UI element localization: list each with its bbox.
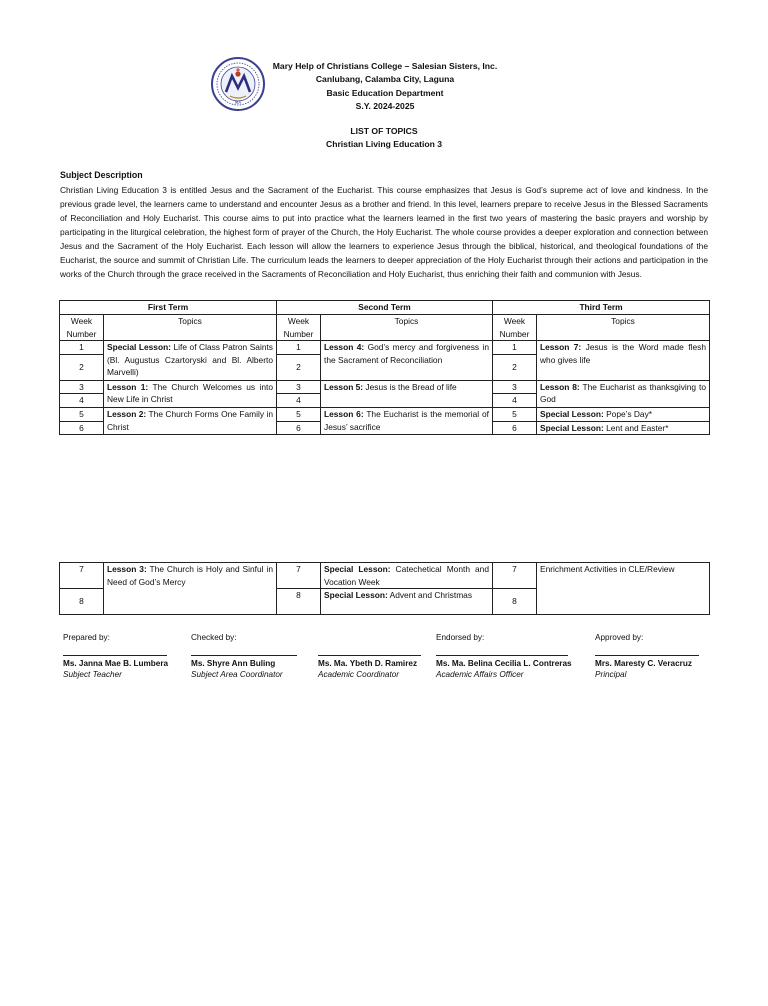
school-address: Canlubang, Calamba City, Laguna bbox=[315, 74, 455, 85]
school-header bbox=[250, 60, 520, 114]
week-number-header: Week Number bbox=[493, 315, 537, 341]
topic-cell: Enrichment Activities in CLE/Review bbox=[537, 563, 710, 615]
signature-block-academic: Ms. Ma. Ybeth D. Ramirez Academic Coordinator bbox=[318, 633, 421, 679]
table-row bbox=[60, 341, 710, 355]
topic-cell: Lesson 6: The Eucharist is the memorial of Jesus’ sacrifice bbox=[321, 407, 493, 434]
week-cell: 4 bbox=[60, 394, 104, 408]
topics-header: Topics bbox=[537, 315, 710, 341]
title-line-2: Christian Living Education 3 bbox=[325, 139, 443, 149]
week-cell: 6 bbox=[277, 421, 321, 435]
topics-header: Topics bbox=[104, 315, 277, 341]
week-cell: 5 bbox=[493, 407, 537, 421]
topics-table bbox=[59, 300, 710, 435]
subject-description-heading: Subject Description bbox=[60, 170, 143, 180]
signature-block-checked: Checked by: Ms. Shyre Ann Buling Subject Area Coordinator bbox=[191, 633, 297, 679]
week-cell: 8 bbox=[60, 589, 104, 615]
topic-cell: Lesson 4: God’s mercy and forgiveness in the Sacrament of Reconciliation bbox=[321, 341, 493, 381]
table-row bbox=[60, 380, 710, 394]
school-year: S.Y. 2024-2025 bbox=[355, 101, 415, 112]
svg-text:MA: MA bbox=[234, 100, 242, 105]
third-term-header: Third Term bbox=[493, 301, 710, 315]
week-cell: 4 bbox=[493, 394, 537, 408]
topic-cell: Special Lesson: Life of Class Patron Saints (Bl. Augustus Czartoryski and Bl. Alberto Marvelli) bbox=[104, 341, 277, 381]
week-number-header: Week Number bbox=[277, 315, 321, 341]
topic-cell: Lesson 1: The Church Welcomes us into New Life in Christ bbox=[104, 380, 277, 407]
week-cell: 2 bbox=[277, 354, 321, 380]
signature-line bbox=[436, 645, 568, 656]
topic-cell: Special Lesson: Catechetical Month and Vocation Week bbox=[321, 563, 493, 589]
topic-cell: Lesson 2: The Church Forms One Family in Christ bbox=[104, 407, 277, 434]
title-line-1: LIST OF TOPICS bbox=[350, 126, 418, 136]
topic-cell: Special Lesson: Advent and Christmas bbox=[321, 589, 493, 615]
first-term-header: First Term bbox=[60, 301, 277, 315]
second-term-header: Second Term bbox=[277, 301, 493, 315]
topic-cell: Lesson 5: Jesus is the Bread of life bbox=[321, 380, 493, 407]
topic-cell: Lesson 7: Jesus is the Word made flesh who gives life bbox=[537, 341, 710, 381]
week-cell: 1 bbox=[493, 341, 537, 355]
week-cell: 8 bbox=[277, 589, 321, 615]
department-name: Basic Education Department bbox=[326, 87, 444, 98]
week-cell: 7 bbox=[60, 563, 104, 589]
topic-cell: Lesson 8: The Eucharist as thanksgiving to God bbox=[537, 380, 710, 407]
signature-block-approved: Approved by: Mrs. Maresty C. Veracruz Principal bbox=[595, 633, 699, 679]
week-number-header: Week Number bbox=[60, 315, 104, 341]
subject-description-text: Christian Living Education 3 is entitled Jesus and the Sacrament of the Eucharist. This course emphasizes that Jesus is God’s supreme act of love and kindness. In the previous grade level, the learners came to understand and encounter Jesus as a brother and friend. In this level, learners prepare to receive Jesus in the Blessed Sacraments of Reconciliation and Holy Eucharist. This course aims to put into practice what the learners learned in the first two years of mastering the basic prayers and worship by participating in the liturgical celebration, the highest form of prayer of the Church, the Holy Eucharist. The whole course provides a deeper exploration and connection between Jesus and the Sacrament of the Holy Eucharist. Each lesson will allow the learners to experience Jesus through the biblical, historical, and theological foundations of the Eucharist, the source and summit of Christian Life. The curriculum leads the learners to deeper appreciation of the Holy Eucharist through their actions and participation in the works of the Church through the grace received in the Sacraments of Reconciliation and Holy Eucharist, thus enriching their faith and communion with Jesus. bbox=[60, 185, 708, 279]
table-row bbox=[60, 407, 710, 421]
signature-line bbox=[191, 645, 297, 656]
column-header-row bbox=[60, 315, 710, 341]
school-name: Mary Help of Christians College – Salesian Sisters, Inc. bbox=[272, 61, 498, 71]
week-cell: 5 bbox=[277, 407, 321, 421]
week-cell: 1 bbox=[277, 341, 321, 355]
topics-table-continued bbox=[59, 562, 710, 615]
week-cell: 5 bbox=[60, 407, 104, 421]
week-cell: 6 bbox=[493, 421, 537, 435]
week-cell: 6 bbox=[60, 421, 104, 435]
document-title bbox=[0, 125, 768, 151]
week-cell: 2 bbox=[60, 354, 104, 380]
signature-block-prepared: Prepared by: Ms. Janna Mae B. Lumbera Subject Teacher bbox=[63, 633, 169, 679]
week-cell: 1 bbox=[60, 341, 104, 355]
week-cell: 3 bbox=[493, 380, 537, 394]
signature-block-endorsed: Endorsed by: Ms. Ma. Belina Cecilia L. Contreras Academic Affairs Officer bbox=[436, 633, 572, 679]
signature-line bbox=[595, 645, 699, 656]
week-cell: 7 bbox=[493, 563, 537, 589]
topic-cell: Special Lesson: Pope’s Day* bbox=[537, 407, 710, 421]
topics-header: Topics bbox=[321, 315, 493, 341]
week-cell: 4 bbox=[277, 394, 321, 408]
topic-cell: Special Lesson: Lent and Easter* bbox=[537, 421, 710, 435]
week-cell: 8 bbox=[493, 589, 537, 615]
week-cell: 3 bbox=[60, 380, 104, 394]
table-row bbox=[60, 563, 710, 589]
signature-line bbox=[63, 645, 167, 656]
term-header-row bbox=[60, 301, 710, 315]
week-cell: 2 bbox=[493, 354, 537, 380]
topic-cell: Lesson 3: The Church is Holy and Sinful in Need of God’s Mercy bbox=[104, 563, 277, 615]
week-cell: 3 bbox=[277, 380, 321, 394]
signature-line bbox=[318, 645, 421, 656]
week-cell: 7 bbox=[277, 563, 321, 589]
